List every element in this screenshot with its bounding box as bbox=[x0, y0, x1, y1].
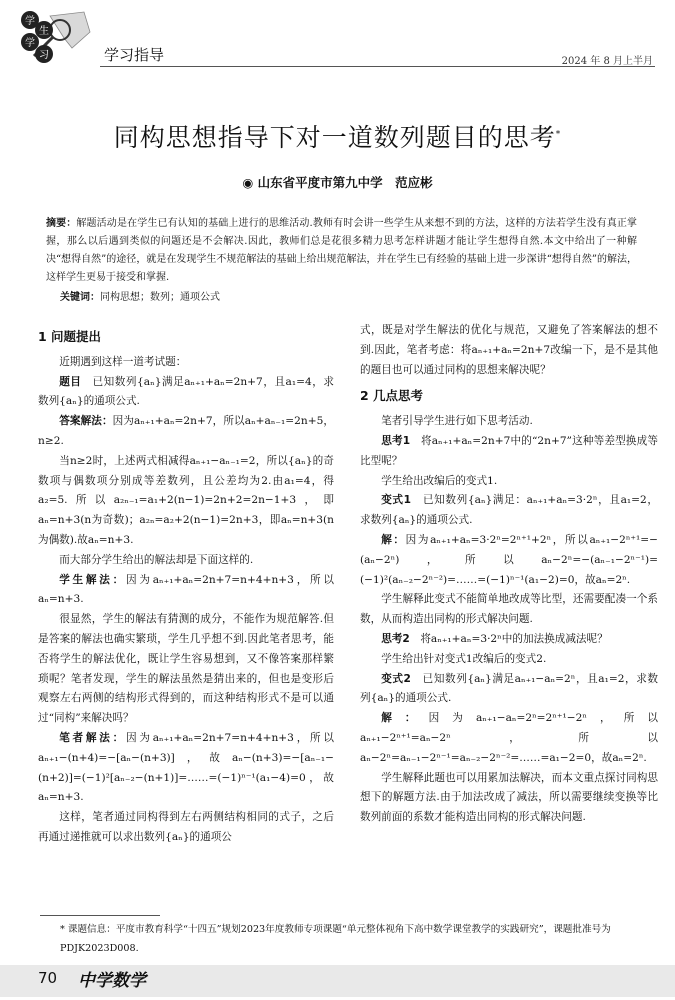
student-solution: 学生解法：因为aₙ₊₁+aₙ=2n+7=n+4+n+3，所以aₙ=n+3. bbox=[38, 573, 335, 606]
paragraph: 学生解释此题也可以用累加法解决，而本文重点探讨同构思想下的解题方法.由于加法改成了减法，所以需要继续变换等比数列前面的系数才能构造出同构的形式解决问题. bbox=[360, 771, 658, 824]
paragraph: 学生给出改编后的变式1. bbox=[381, 474, 498, 487]
paragraph: 学生给出针对变式1改编后的变式2. bbox=[381, 652, 547, 665]
abstract-label: 摘要： bbox=[46, 218, 77, 229]
paragraph: 而大部分学生给出的解法却是下面这样的. bbox=[59, 553, 254, 566]
answer-solution: 答案解法：因为aₙ₊₁+aₙ=2n+7，所以aₙ+aₙ₋₁=2n+5，n≥2. bbox=[38, 415, 335, 447]
issue-date: 2024 年 8 月上半月 bbox=[561, 56, 653, 67]
magazine-name: 中学数学 bbox=[78, 971, 146, 991]
paragraph: 笔者引导学生进行如下思考活动. bbox=[381, 415, 533, 428]
thinking-2: 思考2 将aₙ₊₁+aₙ=3·2ⁿ中的加法换成减法呢？ bbox=[381, 632, 608, 645]
problem: 题目 已知数列{aₙ}满足aₙ₊₁+aₙ=2n+7，且a₁=4，求数列{aₙ}的通项公式. bbox=[38, 375, 334, 408]
abstract bbox=[46, 215, 637, 287]
paragraph: 学生解释此变式不能简单地改成等比型，还需要配凑一个系数，从而构造出同构的形式解决问题. bbox=[360, 593, 658, 626]
left-column bbox=[38, 321, 334, 848]
thinking-1: 思考1 将aₙ₊₁+aₙ=2n+7中的“2n+7”这种等差型换成等比型呢？ bbox=[360, 434, 658, 467]
author-solution: 笔者解法：因为aₙ₊₁+aₙ=2n+7=n+4+n+3，所以aₙ₊₁−(n+4)=−[aₙ−(n+3)]，故aₙ−(n+3)=−[aₙ₋₁−(n+2)]=(−1)²[aₙ₋₂−(n+1)]=……=(−1)ⁿ⁻¹(a₁−4)=0，故aₙ=n+3. bbox=[38, 731, 335, 804]
variant-1: 变式1 已知数列{aₙ}满足：aₙ₊₁+aₙ=3·2ⁿ，且a₁=2，求数列{aₙ}的通项公式. bbox=[360, 494, 658, 527]
paragraph: 当n≥2时，上述两式相减得aₙ₊₁−aₙ₋₁=2，所以{aₙ}的奇数项与偶数项分别成等差数列，且公差均为2.由a₁=4，得a₂=5.所以a₂ₙ₋₁=a₁+2(n−1)=2n+2=2n−1+3，即aₙ=n+3(n为奇数)；a₂ₙ=a₂+2(n−1)=2n+3，即aₙ=n+3(n为偶数).故aₙ=n+3. bbox=[38, 454, 334, 546]
variant-2: 变式2 已知数列{aₙ}满足aₙ₊₁−aₙ=2ⁿ，且a₁=2，求数列{aₙ}的通项公式. bbox=[360, 672, 659, 705]
section-title: 学习指导 bbox=[104, 46, 165, 64]
title-footnote-mark: * bbox=[555, 129, 562, 140]
keywords bbox=[60, 288, 637, 303]
logo-char: 习 bbox=[39, 50, 49, 61]
logo-char: 生 bbox=[39, 26, 49, 37]
section-heading: 1 问题提出 bbox=[38, 329, 102, 344]
section-heading: 2 几点思考 bbox=[360, 388, 424, 404]
magazine-logo-icon bbox=[20, 8, 94, 70]
footnote: * 课题信息：平度市教育科学“十四五”规划2023年度教师专项课题“单元整体视角下高中数学课堂教学的实践研究”，课题批准号为PDJK2023D008. bbox=[60, 924, 611, 954]
paragraph: 很显然，学生的解法有猜测的成分，不能作为规范解答.但是答案的解法也确实繁琐，学生几乎想不到.因此笔者思考，能否将学生的解法优化，既让学生容易想到，又不像答案那样繁琐呢？笔者发现，学生的解法虽然是猜出来的，但也是变形后观察左右两侧的结构形式得到的，而这种结构形式不是可以通过“同构”来解决吗？ bbox=[38, 613, 334, 725]
author-line: ◉ 山东省平度市第九中学 范应彬 bbox=[242, 175, 433, 190]
paragraph: 近期遇到这样一道考试题： bbox=[59, 355, 187, 368]
article-title: 同构思想指导下对一道数列题目的思考* bbox=[113, 123, 562, 152]
logo-char: 学 bbox=[25, 38, 35, 49]
paragraph: 这样，笔者通过同构得到左右两侧结构相同的式子，之后再通过递推就可以求出数列{aₙ}的通项公 bbox=[38, 811, 334, 843]
logo-char: 学 bbox=[25, 16, 35, 27]
footnote-divider bbox=[40, 915, 160, 916]
solution-2: 解：因为aₙ₊₁−aₙ=2ⁿ=2ⁿ⁺¹−2ⁿ，所以aₙ₊₁−2ⁿ⁺¹=aₙ−2ⁿ，所以aₙ−2ⁿ=aₙ₋₁−2ⁿ⁻¹=aₙ₋₂−2ⁿ⁻²=……=a₁−2=0，故aₙ=2ⁿ. bbox=[360, 712, 658, 764]
paragraph: 式，既是对学生解法的优化与规范，又避免了答案解法的想不到.因此，笔者考虑：将aₙ₊₁+aₙ=2n+7改编一下，是不是其他的题目也可以通过同构的思想来解决呢？ bbox=[360, 324, 658, 376]
keywords-label: 关键词： bbox=[60, 292, 100, 303]
keywords-text: 同构思想；数列；通项公式 bbox=[100, 292, 220, 303]
solution-1: 解：因为aₙ₊₁+aₙ=3·2ⁿ=2ⁿ⁺¹+2ⁿ，所以aₙ₊₁−2ⁿ⁺¹=−(aₙ−2ⁿ)，所以aₙ−2ⁿ=−(aₙ₋₁−2ⁿ⁻¹)=(−1)²(aₙ₋₂−2ⁿ⁻²)=……=(−1)ⁿ⁻¹(a₁−2)=0，故aₙ=2ⁿ. bbox=[360, 533, 658, 586]
header-divider bbox=[100, 66, 655, 67]
abstract-text: 解题活动是在学生已有认知的基础上进行的思维活动.教师有时会讲一些学生从来想不到的方法，这样的方法若学生没有真正掌握，那么以后遇到类似的问题还是不会解决.因此，教师们总是花很多精力思考怎样讲题才能让学生想得自然.本文中给出了一种解决“想得自然”的途径，就是在发现学生不规范解法的基础上给出规范解法，并在学生已有经验的基础上进一步深讲“想得自然”的解法，这样学生更易于接受和掌握. bbox=[46, 218, 637, 283]
page-number: 70 bbox=[38, 969, 58, 987]
right-column bbox=[360, 321, 658, 828]
